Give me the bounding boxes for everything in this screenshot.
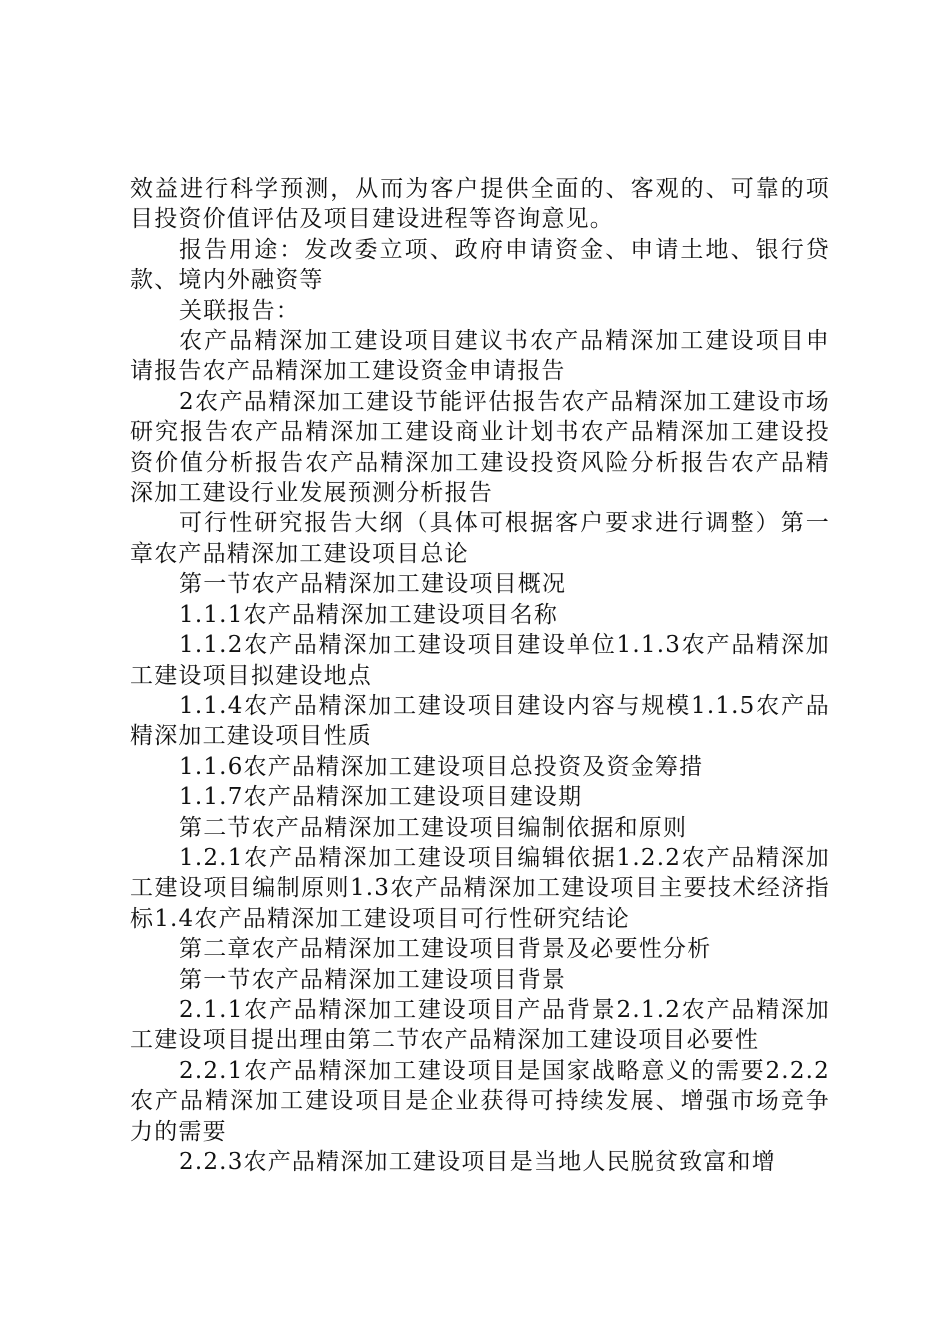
paragraph-11: 1.1.7农产品精深加工建设项目建设期 <box>179 784 583 811</box>
paragraph-13: 1.2.1农产品精深加工建设项目编辑依据1.2.2农产品精深加工建设项目编制原则1.3农产品精深加工建设项目主要技术经济指标1.4农产品精深加工建设项目可行性研究结论 <box>130 844 830 932</box>
paragraph-3: 农产品精深加工建设项目建议书农产品精深加工建设项目申请报告农产品精深加工建设资金申请报告 <box>130 328 830 385</box>
paragraph-7: 1.1.1农产品精深加工建设项目名称 <box>179 601 559 628</box>
paragraph-9: 1.1.4农产品精深加工建设项目建设内容与规模1.1.5农产品精深加工建设项目性质 <box>130 692 830 750</box>
paragraph-17: 2.2.1农产品精深加工建设项目是国家战略意义的需要2.2.2农产品精深加工建设项目是企业获得可持续发展、增强市场竞争力的需要 <box>130 1057 830 1145</box>
paragraph-2: 关联报告： <box>179 297 300 324</box>
paragraph-6: 第一节农产品精深加工建设项目概况 <box>179 571 567 598</box>
paragraph-18: 2.2.3农产品精深加工建设项目是当地人民脱贫致富和增 <box>179 1149 776 1175</box>
paragraph-5: 可行性研究报告大纲（具体可根据客户要求进行调整）第一章农产品精深加工建设项目总论 <box>130 510 830 567</box>
paragraph-8: 1.1.2农产品精深加工建设项目建设单位1.1.3农产品精深加工建设项目拟建设地点 <box>130 632 830 689</box>
paragraph-12: 第二节农产品精深加工建设项目编制依据和原则 <box>179 814 688 841</box>
paragraph-4: 2农产品精深加工建设节能评估报告农产品精深加工建设市场研究报告农产品精深加工建设商业计划书农产品精深加工建设投资价值分析报告农产品精深加工建设投资风险分析报告农产品精深加工建设行业发展预测分析报告 <box>130 388 830 507</box>
paragraph-15: 第一节农产品精深加工建设项目背景 <box>179 966 567 993</box>
paragraph-1: 报告用途：发改委立项、政府申请资金、申请土地、银行贷款、境内外融资等 <box>130 236 830 294</box>
paragraph-0: 效益进行科学预测，从而为客户提供全面的、客观的、可靠的项目投资价值评估及项目建设进程等咨询意见。 <box>130 176 830 233</box>
paragraph-10: 1.1.6农产品精深加工建设项目总投资及资金筹措 <box>179 753 704 780</box>
paragraph-14: 第二章农产品精深加工建设项目背景及必要性分析 <box>179 936 712 963</box>
paragraph-16: 2.1.1农产品精深加工建设项目产品背景2.1.2农产品精深加工建设项目提出理由第二节农产品精深加工建设项目必要性 <box>130 996 830 1054</box>
document-body <box>130 174 830 1177</box>
